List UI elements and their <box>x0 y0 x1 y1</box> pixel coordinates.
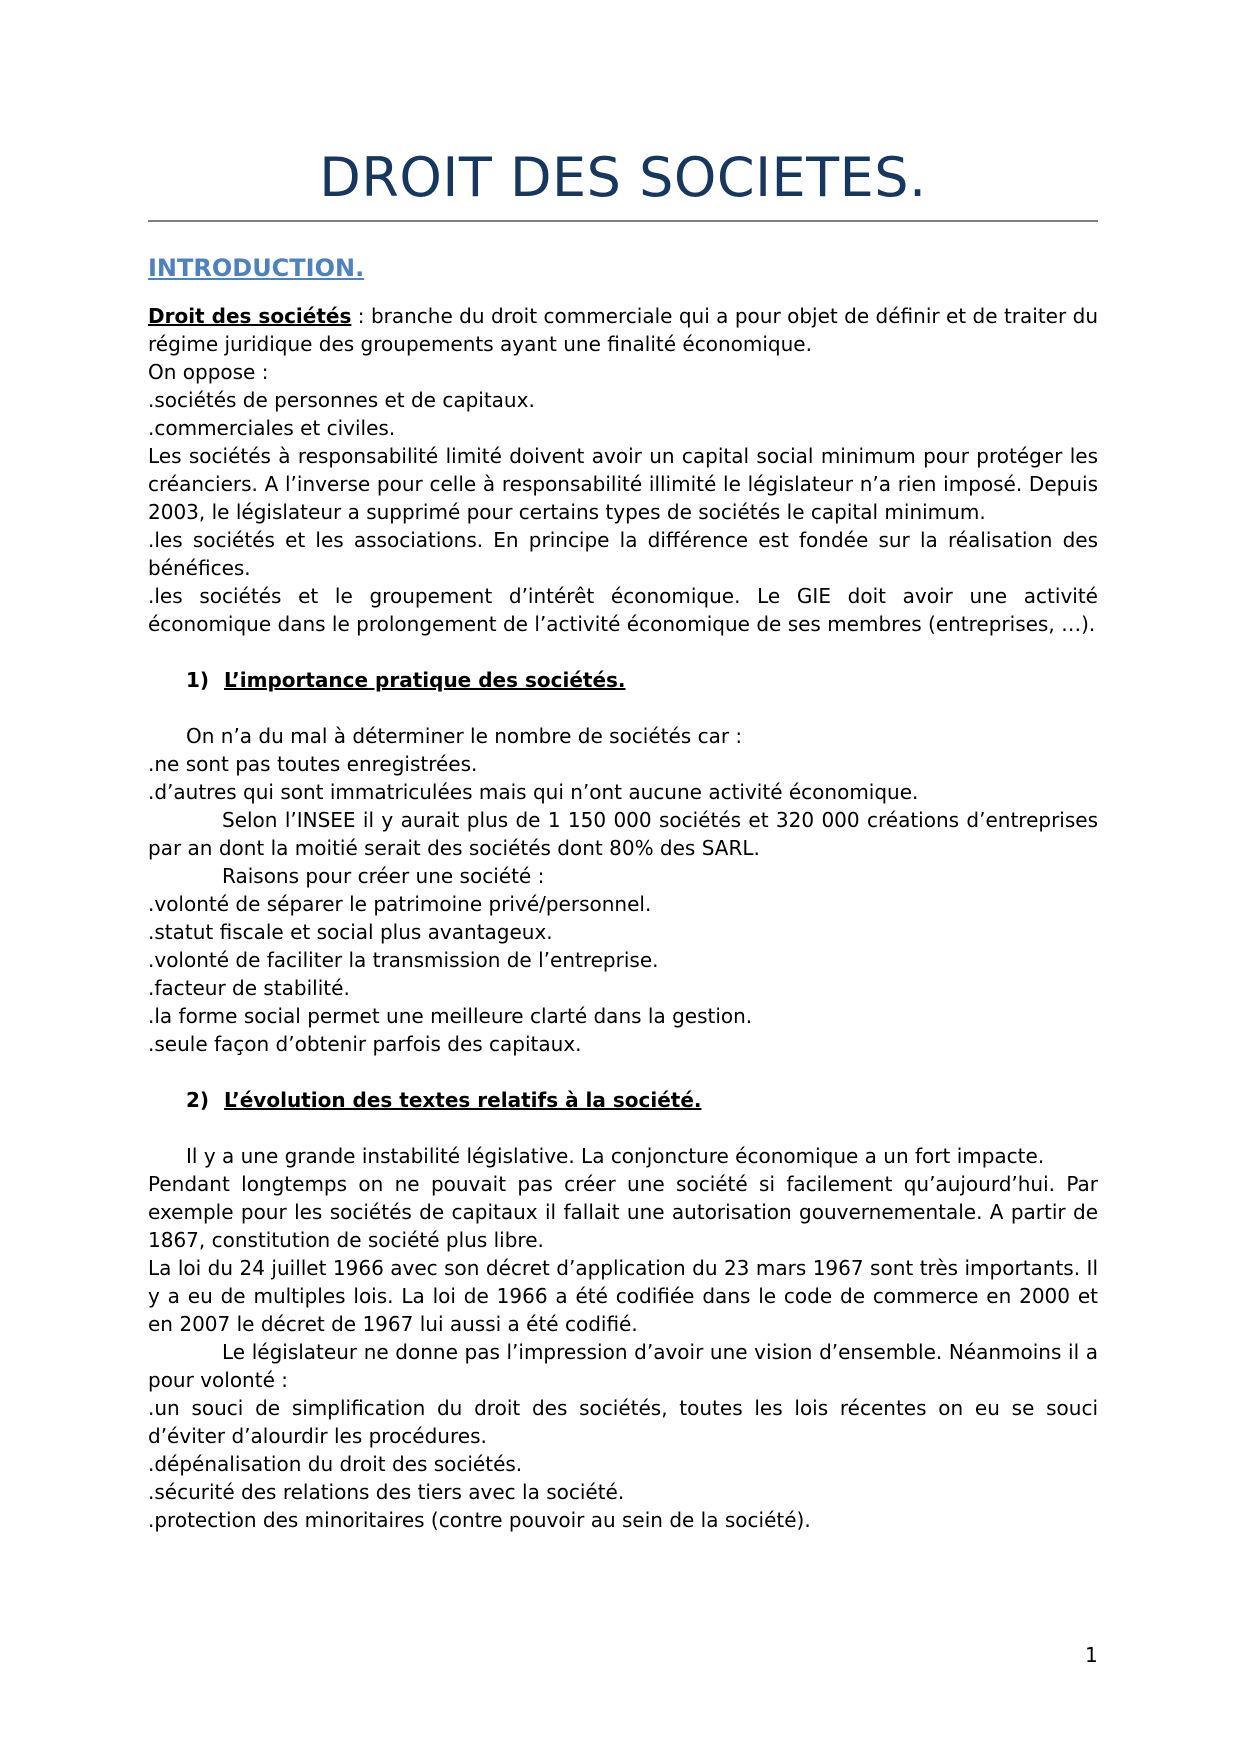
definition-paragraph <box>148 302 1098 358</box>
title-divider <box>148 220 1098 222</box>
page-number: 1 <box>1085 1643 1098 1667</box>
reason-item: .volonté de faciliter la transmission de l’entreprise. <box>148 948 659 972</box>
definition-text: : branche du droit commerciale qui a pour objet de définir et de traiter du régime juridique des groupements ayant une finalité économique. <box>148 304 1098 356</box>
introduction-body <box>148 302 1098 1534</box>
reasons-label: Raisons pour créer une société : <box>222 864 545 888</box>
section-2-lead: Il y a une grande instabilité législative. La conjoncture économique a un fort impacte. <box>186 1144 1045 1168</box>
section-2-paragraph: Le législateur ne donne pas l’impression d’avoir une vision d’ensemble. Néanmoins il a pour volonté : <box>148 1340 1098 1392</box>
document-title: DROIT DES SOCIETES. <box>319 146 927 209</box>
reason-item: .la forme social permet une meilleure clarté dans la gestion. <box>148 1004 753 1028</box>
section-2-title: L’évolution des textes relatifs à la société. <box>224 1088 702 1112</box>
oppose-label: On oppose : <box>148 360 269 384</box>
section-2-paragraph: Pendant longtemps on ne pouvait pas créer une société si facilement qu’aujourd’hui. Par exemple pour les sociétés de capitaux il fallait une autorisation gouvernementale. A partir de 1867, constitution de société plus libre. <box>148 1172 1098 1252</box>
intro-line: Les sociétés à responsabilité limité doivent avoir un capital social minimum pour protéger les créanciers. A l’inverse pour celle à responsabilité illimité le législateur n’a rien imposé. Depuis 2003, le législateur a supprimé pour certains types de sociétés le capital minimum. <box>148 444 1098 524</box>
section-2-heading <box>186 1086 1098 1114</box>
goal-item: .protection des minoritaires (contre pouvoir au sein de la société). <box>148 1508 811 1532</box>
reason-item: .seule façon d’obtenir parfois des capitaux. <box>148 1032 582 1056</box>
definition-term: Droit des sociétés <box>148 304 352 328</box>
goal-item: .sécurité des relations des tiers avec la société. <box>148 1480 625 1504</box>
insee-paragraph: Selon l’INSEE il y aurait plus de 1 150 000 sociétés et 320 000 créations d’entreprises par an dont la moitié serait des sociétés dont 80% des SARL. <box>148 808 1098 860</box>
reason-item: .volonté de séparer le patrimoine privé/personnel. <box>148 892 652 916</box>
intro-line: .sociétés de personnes et de capitaux. <box>148 388 535 412</box>
goal-item: .dépénalisation du droit des sociétés. <box>148 1452 523 1476</box>
introduction-heading: INTRODUCTION. <box>148 254 365 282</box>
section-2-number: 2) <box>186 1088 210 1112</box>
section-1-lead: On n’a du mal à déterminer le nombre de sociétés car : <box>186 724 743 748</box>
section-1-heading <box>186 666 1098 694</box>
count-reason: .d’autres qui sont immatriculées mais qui n’ont aucune activité économique. <box>148 780 919 804</box>
goal-item: .un souci de simplification du droit des sociétés, toutes les lois récentes on eu se souci d’éviter d’alourdir les procédures. <box>148 1396 1098 1448</box>
intro-line: .commerciales et civiles. <box>148 416 396 440</box>
count-reason: .ne sont pas toutes enregistrées. <box>148 752 478 776</box>
intro-line: .les sociétés et les associations. En principe la différence est fondée sur la réalisation des bénéfices. <box>148 528 1098 580</box>
reason-item: .statut fiscale et social plus avantageux. <box>148 920 553 944</box>
section-1-title: L’importance pratique des sociétés. <box>224 668 626 692</box>
intro-line: .les sociétés et le groupement d’intérêt économique. Le GIE doit avoir une activité économique dans le prolongement de l’activité économique de ses membres (entreprises, …). <box>148 584 1098 636</box>
section-2-paragraph: La loi du 24 juillet 1966 avec son décret d’application du 23 mars 1967 sont très importants. Il y a eu de multiples lois. La loi de 1966 a été codifiée dans le code de commerce en 2000 et en 2007 le décret de 1967 lui aussi a été codifié. <box>148 1256 1098 1336</box>
section-1-number: 1) <box>186 668 210 692</box>
reason-item: .facteur de stabilité. <box>148 976 350 1000</box>
